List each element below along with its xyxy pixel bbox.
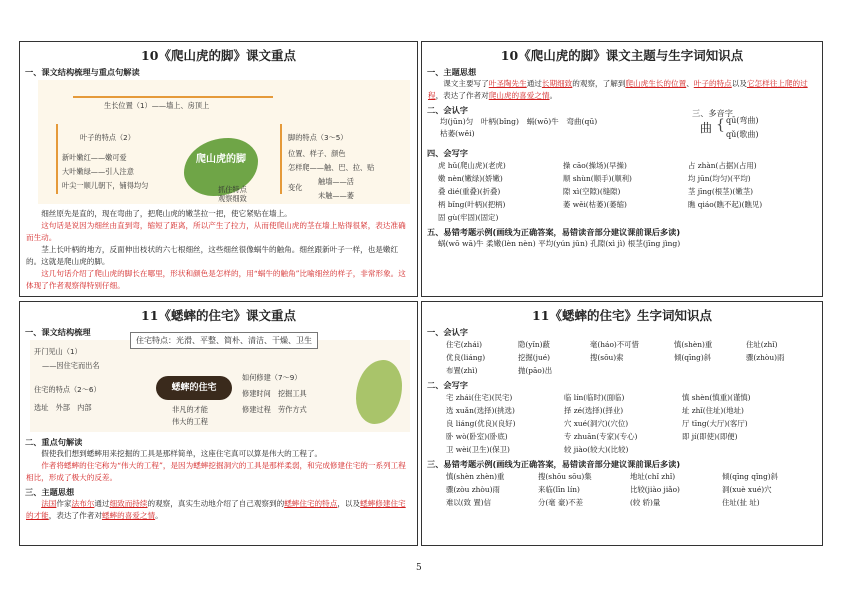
key-sentence: 假使我们想到蟋蟀用来挖掘的工具是那样简单，这座住宅真可以算是伟大的工程了。 xyxy=(41,449,323,458)
feet-title: 脚的特点（3～5） xyxy=(288,133,348,142)
feat-line-2: 选址 外部 内部 xyxy=(34,403,92,412)
build-line: 如何修建（7～9） xyxy=(242,373,302,382)
recognize-grid: 住宅(zhái) 隐(yǐn)蔽 毫(háo)不可惜 慎(shèn)重 住址(zhǐ) 优良(liáng) 挖掘(jué) 搜(sōu)索 倾(qīng)斜 骤(zhòu)雨 布置(zhì) 抛(pāo)出 xyxy=(446,340,785,375)
leaf-title: 叶子的特点（2） xyxy=(80,133,135,142)
section-heading: 四、会写字 xyxy=(427,148,468,158)
panel-title: 11《蟋蟀的住宅》课文重点 xyxy=(141,308,296,323)
polyphone-1: qū(弯曲) xyxy=(726,116,759,125)
leaf-line-1: 新叶嫩红——嫩可爱 xyxy=(62,153,127,162)
section-heading: 一、会认字 xyxy=(427,327,468,337)
leaf-line-3: 叶尖一顺儿朝下，铺得均匀 xyxy=(62,181,149,190)
diagram-line xyxy=(56,124,58,194)
section-heading: 三、易错考题示例(画线为正确答案，易错读音部分建议课前课后多读) xyxy=(427,459,681,469)
brace: { xyxy=(716,117,725,133)
leaf-line-2: 大叶嫩绿——引人注意 xyxy=(62,167,134,176)
panel-lesson11-key xyxy=(19,301,418,546)
section-heading: 二、重点句解读 xyxy=(25,437,83,447)
polyphone-char: 曲 xyxy=(700,121,713,135)
diagram-line xyxy=(73,96,273,98)
open-line: 开门见山（1） xyxy=(34,347,82,356)
cricket-illustration xyxy=(356,360,402,424)
diagram-observe: 观察细致 xyxy=(218,194,247,203)
panel-lesson10-theme xyxy=(421,41,823,297)
error-grid: 慎(shèn zhèn)重 搜(shōu sōu)集 地址(chǐ zhǐ) 倾(qīng qǐng)斜 骤(zòu zhòu)雨 来临(līn lín) 比较(jiào jiǎo) 洞(xuè xué)穴 难以(致 置)信 分(毫 豪)不差 (较 轿)量 住址(扯 址) xyxy=(446,472,779,507)
growth-position: 生长位置（1）——墙上、房顶上 xyxy=(104,101,210,110)
sentence-note: 这几句话介绍了爬山虎的脚长在哪里，形状和颜色是怎样的，用“蜗牛的触角”比喻细丝的样子，非常形象。这体现了作者观察得特别仔细。 xyxy=(26,269,406,290)
section-heading: 三、主题思想 xyxy=(25,487,75,497)
recognize-line-1: 均(jūn)匀 叶柄(bǐng) 蜗(wō)牛 弯曲(qū) xyxy=(440,117,598,126)
panel-title: 11《蟋蟀的住宅》生字词知识点 xyxy=(532,308,712,323)
diagram-center: 爬山虎的脚 xyxy=(196,154,246,165)
polyphone-2: qǔ(歌曲) xyxy=(726,130,759,139)
key-sentence: 茎上长叶柄的地方，反面伸出枝状的六七根细丝，这些细丝很像蜗牛的触角。细丝跟新叶子一样，也是嫩红的。这就是爬山虎的脚。 xyxy=(26,245,399,266)
panel-title: 10《爬山虎的脚》课文主题与生字词知识点 xyxy=(500,48,744,63)
sentence-note: 作者将蟋蟀的住宅称为“伟大的工程”，是因为蟋蟀挖掘洞穴的工具是那样柔弱，和完成修建住宅的一系列工程相比，形成了极大的反差。 xyxy=(26,461,406,482)
feet-line-5: 未触——萎 xyxy=(318,191,354,200)
section-heading: 二、会写字 xyxy=(427,380,468,390)
panel-lesson11-chars xyxy=(421,301,823,546)
page-number: 5 xyxy=(416,563,422,573)
structure-diagram xyxy=(30,336,410,432)
diagram-catch: 抓住特点 xyxy=(218,185,247,194)
structure-diagram xyxy=(38,80,410,204)
build-line-3: 修建过程 劳作方式 xyxy=(242,405,307,414)
write-chars-grid: 宅 zhái(住宅)(民宅) 临 lín(临时)(面临) 慎 shèn(慎重)(谨慎) 选 xuǎn(选择)(挑选) 择 zé(选择)(择业) 址 zhǐ(住址)(地址) 良 liáng(优良)(良好) 穴 xué(洞穴)(穴位) 厅 tīng(大厅)(客厅) 卧 wò(卧室)(卧底) 专 zhuān(专家)(专心) 即 jí(即使)(即便) 卫 wèi(卫生)(保卫) 较 jiào(较大)(比较) xyxy=(446,393,751,454)
section-heading: 二、会认字 xyxy=(427,105,468,115)
panel-lesson10-key xyxy=(19,41,418,297)
feat-line: 住宅的特点（2～6） xyxy=(34,385,101,394)
write-chars-grid: 虎 hǔ(爬山虎)(老虎) 操 cāo(操场)(早操) 占 zhàn(占据)(占用) 嫩 nèn(嫩绿)(娇嫩) 顺 shùn(顺手)(顺利) 均 jūn(均匀)(平均) 叠 dié(重叠)(折叠) 隙 xì(空隙)(缝隙) 茎 jīng(根茎)(嫩茎) 柄 bǐng(叶柄)(把柄) 萎 wěi(枯萎)(萎缩) 瞧 qiáo(瞧不起)(瞧见) 固 gù(牢固)(固定) xyxy=(438,161,763,222)
power-line-2: 伟大的工程 xyxy=(172,417,208,426)
open-line-2: ——因住宅而出名 xyxy=(42,361,100,370)
feet-line-3: 触墙——活 xyxy=(318,177,354,186)
section-heading: 一、课文结构梳理与重点句解读 xyxy=(25,67,140,77)
diagram-center: 蟋蟀的住宅 xyxy=(156,376,232,400)
power-line: 非凡的才能 xyxy=(172,405,208,414)
diagram-line xyxy=(280,124,282,194)
feet-line-1: 位置、样子、颜色 xyxy=(288,149,346,158)
feet-line-2: 怎样爬——触、巴、拉、贴 xyxy=(288,163,375,172)
panel-title: 10《爬山虎的脚》课文重点 xyxy=(141,48,296,63)
theme-paragraph: 法国作家法布尔通过细致而持续的观察，真实生动地介绍了自己观察到的蟋蟀住宅的特点，以及蟋蟀修建住宅的才能，表达了作者对蟋蟀的喜爱之情。 xyxy=(26,499,406,520)
theme-paragraph: 课文主要写了叶圣陶先生通过长期细致的观察，了解到爬山虎生长的位置、叶子的特点以及它怎样往上爬的过程，表达了作者对爬山虎的喜爱之情。 xyxy=(428,79,808,100)
build-line-2: 修建时间 挖掘工具 xyxy=(242,389,307,398)
section-heading: 三、多音字 xyxy=(692,108,733,118)
section-heading: 五、易错考题示例(画线为正确答案，易错读音部分建议课前课后多读) xyxy=(427,227,681,237)
recognize-line-2: 枯萎(wěi) xyxy=(440,129,475,138)
key-sentence: 细丝原先是直的，现在弯曲了，把爬山虎的嫩茎拉一把，使它紧贴在墙上。 xyxy=(41,209,292,218)
feet-line-4: 变化 xyxy=(288,183,303,192)
section-heading: 一、课文结构梳理 xyxy=(25,327,91,337)
section-heading: 一、主题思想 xyxy=(427,67,477,77)
error-examples: 蜗(wō wā)牛 柔嫩(lèn nèn) 平均(yún jūn) 孔隙(xì jì) 根茎(jīng jìng) xyxy=(438,239,681,248)
sentence-note: 这句话是说因为细丝由直到弯，缩短了距离，所以产生了拉力，从而使爬山虎的茎在墙上贴得很紧，表达准确而生动。 xyxy=(26,221,406,242)
house-features-box: 住宅特点：光滑、平整、简朴、清洁、干燥、卫生 xyxy=(130,332,318,349)
